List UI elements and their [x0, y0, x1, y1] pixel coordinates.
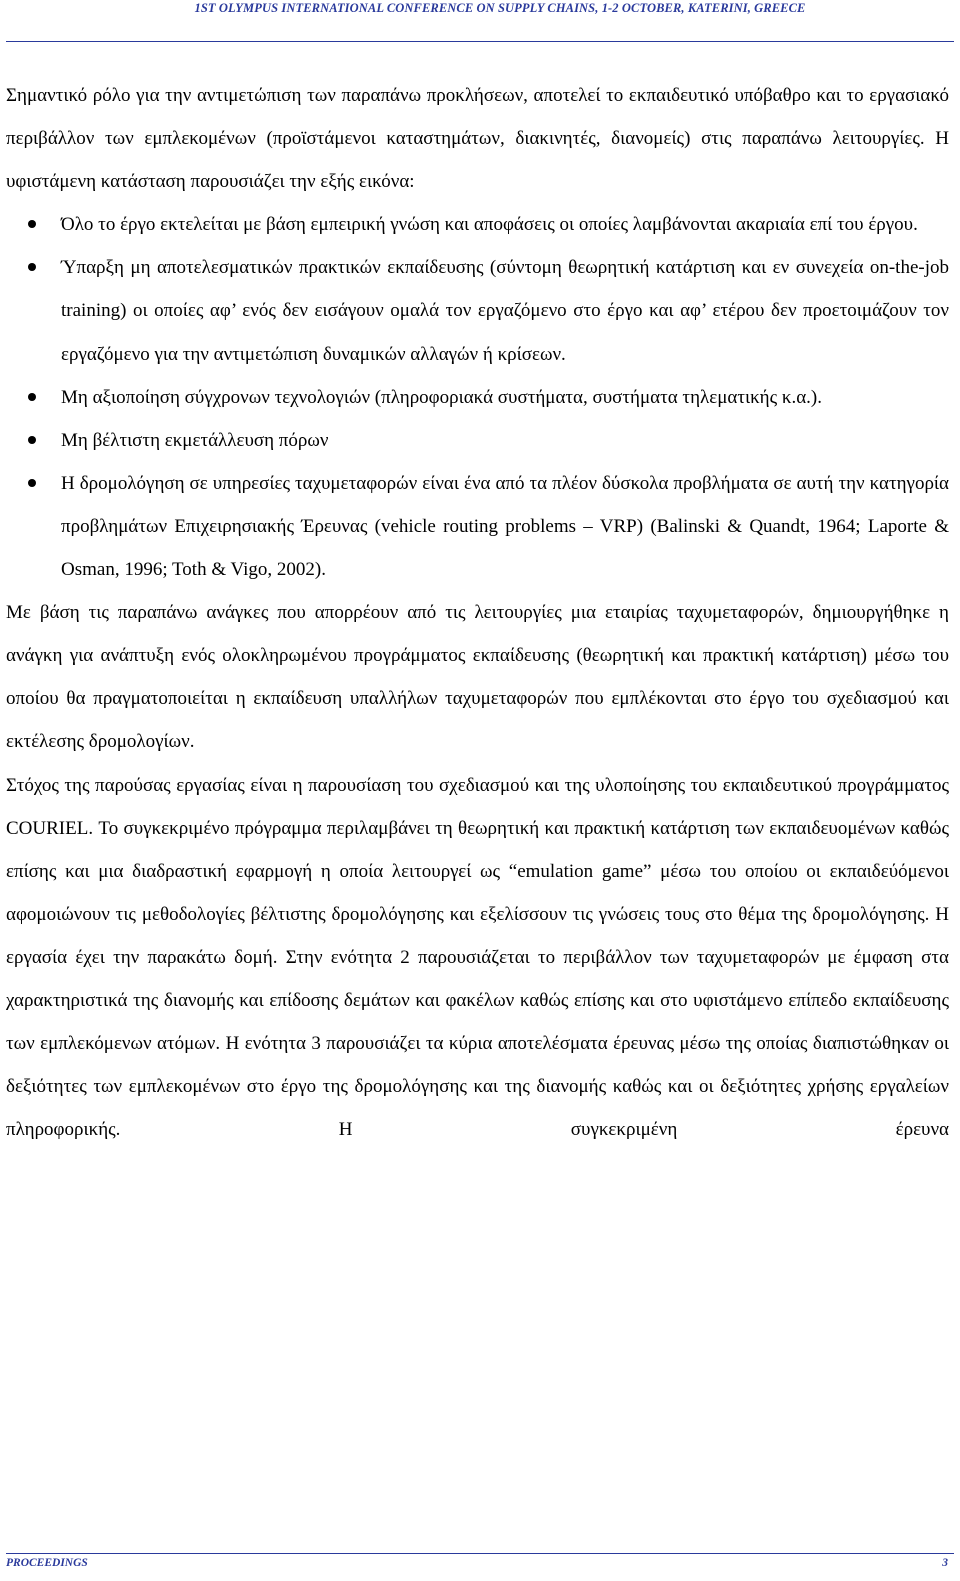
- list-item: [6, 376, 949, 419]
- list-item: [6, 246, 949, 375]
- body-text: [6, 74, 949, 1151]
- list-item-text: Η δρομολόγηση σε υπηρεσίες ταχυμεταφορών είναι ένα από τα πλέον δύσκολα προβλήματα σε αυτή την κατηγορία προβλημάτων Επιχειρησιακής Έρευνας (vehicle routing problems – VRP) (Balinski & Quandt, 1964; Laporte & Osman, 1996; Toth & Vigo, 2002).: [61, 472, 949, 581]
- bullet-icon: [28, 393, 36, 401]
- bullet-list: [6, 203, 949, 591]
- list-item: [6, 419, 949, 462]
- list-item-text: Μη βέλτιστη εκμετάλλευση πόρων: [61, 429, 329, 451]
- list-item-text: Μη αξιοποίηση σύγχρονων τεχνολογιών (πληροφοριακά συστήματα, συστήματα τηλεματικής κ.α.).: [61, 386, 822, 408]
- page-footer: [0, 1553, 960, 1581]
- list-item: [6, 203, 949, 246]
- bullet-icon: [28, 436, 36, 444]
- list-item-text: Ύπαρξη μη αποτελεσματικών πρακτικών εκπαίδευσης (σύντομη θεωρητική κατάρτιση και εν συνεχεία on-the-job training) οι οποίες αφ’ ενός δεν εισάγουν ομαλά τον εργαζόμενο στο έργο και αφ’ ετέρου δεν προετοιμάζουν τον εργαζόμενο για την αντιμετώπιση δυναμικών αλλαγών ή κρίσεων.: [61, 257, 949, 365]
- intro-paragraph: Σημαντικό ρόλο για την αντιμετώπιση των παραπάνω προκλήσεων, αποτελεί το εκπαιδευτικό υπόβαθρο και το εργασιακό περιβάλλον των εμπλεκομένων (προϊστάμενοι καταστημάτων, διακινητές, διανομείς) στις παραπάνω λειτουργίες. Η υφιστάμενη κατάσταση παρουσιάζει την εξής εικόνα:: [6, 85, 949, 193]
- list-item-text: Όλο το έργο εκτελείται με βάση εμπειρική γνώση και αποφάσεις οι οποίες λαμβάνονται ακαριαία επί του έργου.: [61, 214, 918, 236]
- page-number: 3: [942, 1557, 948, 1569]
- bullet-icon: [28, 263, 36, 271]
- footer-rule: [6, 1553, 954, 1554]
- objective-paragraph: Στόχος της παρούσας εργασίας είναι η παρουσίαση του σχεδιασμού και της υλοποίησης του εκπαιδευτικού προγράμματος COURIEL. Το συγκεκριμένο πρόγραμμα περιλαμβάνει τη θεωρητική και πρακτική κατάρτιση των εκπαιδευομένων καθώς επίσης και μια διαδραστική εφαρμογή η οποία λειτουργεί ως “emulation game” μέσω του οποίου οι εκπαιδεύόμενοι αφομοιώνουν τις μεθοδολογίες βέλτιστης δρομολόγησης και εξελίσσουν τις γνώσεις τους στο θέμα της δρομολόγησης. Η εργασία έχει την παρακάτω δομή. Στην ενότητα 2 παρουσιάζεται το περιβάλλον των ταχυμεταφορών με έμφαση στα χαρακτηριστικά της διανομής και επίδοσης δεμάτων και φακέλων καθώς επίσης και στο υφιστάμενο επίπεδο εκπαίδευσης των εμπλεκόμενων ατόμων. Η ενότητα 3 παρουσιάζει τα κύρια αποτελέσματα έρευνας μέσω της οποίας διαπιστώθηκαν οι δεξιότητες των εμπλεκομένων στο έργο της δρομολόγησης και της διανομής καθώς και οι δεξιότητες χρήσης εργαλείων πληροφορικής. Η συγκεκριμένη έρευνα: [6, 774, 949, 1141]
- bullet-icon: [28, 220, 36, 228]
- header-rule: [6, 41, 954, 42]
- conference-title: 1ST OLYMPUS INTERNATIONAL CONFERENCE ON SUPPLY CHAINS, 1-2 OCTOBER, KATERINI, GREECE: [194, 1, 806, 15]
- list-item: [6, 462, 949, 591]
- needs-paragraph: Με βάση τις παραπάνω ανάγκες που απορρέουν από τις λειτουργίες μια εταιρίας ταχυμεταφορών, δημιουργήθηκε η ανάγκη για ανάπτυξη ενός ολοκληρωμένου προγράμματος εκπαίδευσης (θεωρητική και πρακτική κατάρτιση) μέσω του οποίου θα πραγματοποιείται η εκπαίδευση υπαλλήλων ταχυμεταφορών που εμπλέκονται στο έργο του σχεδιασμού και εκτέλεσης δρομολογίων.: [6, 602, 949, 753]
- footer-label: PROCEEDINGS: [6, 1557, 88, 1569]
- page-header: [0, 0, 960, 44]
- bullet-icon: [28, 479, 36, 487]
